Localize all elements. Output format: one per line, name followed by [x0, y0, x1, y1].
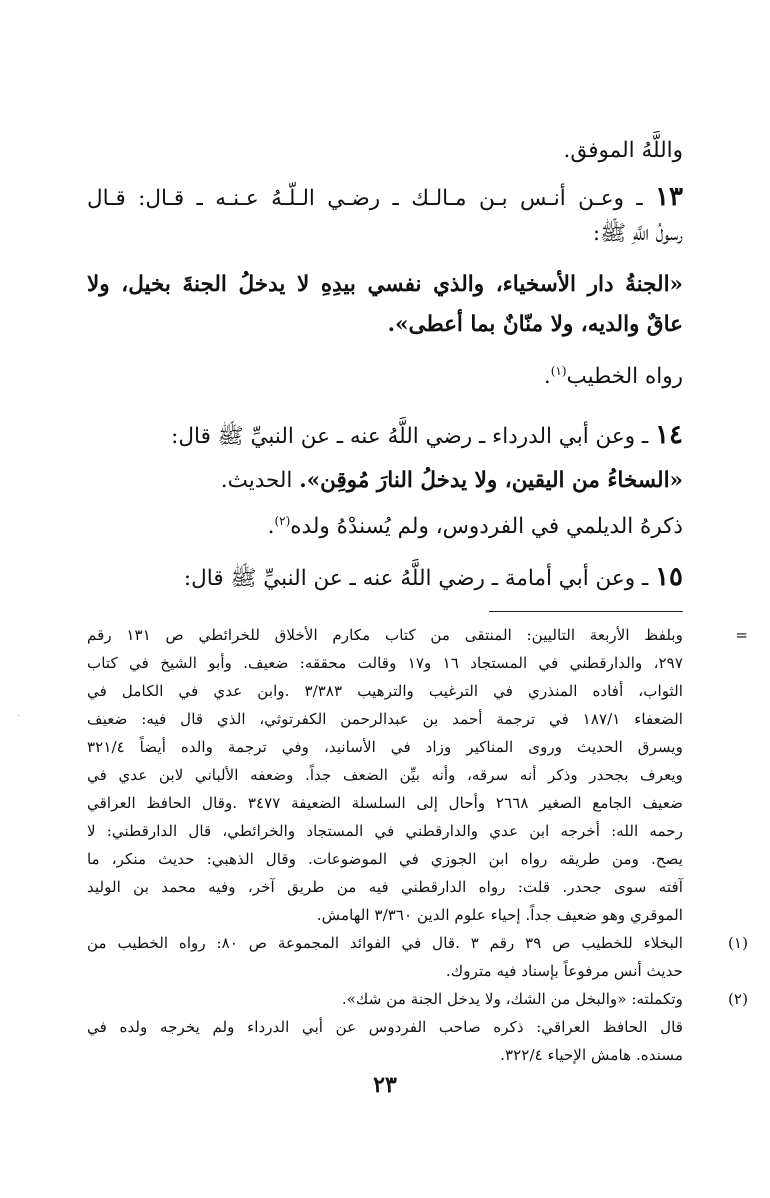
footnote-cont-line: [87, 626, 683, 644]
hadith-13-text-cont: [87, 312, 683, 337]
hadith-13-chain-cont: رسولُ اللَّهِ ﷺ:: [592, 221, 683, 246]
footnote-2-text: مسنده. هامش الإحياء ٣٢٢/٤.: [500, 1046, 683, 1064]
hadith-14-source-end: .: [267, 514, 275, 540]
footnote-cont-text: رحمه الله: أخرجه ابن عدي والدارقطني في المستجاد والخرائطي، قال الدارقطني: لا: [87, 822, 683, 840]
hadith-13-intro-cont: [87, 220, 683, 251]
footnote-separator: [489, 611, 683, 612]
footnote-2-line: [87, 1046, 683, 1064]
closing-phrase: [87, 138, 683, 163]
footnote-2-text: قال الحافظ العراقي: ذكره صاحب الفردوس عن أبي الدرداء ولم يخرجه ولده في: [87, 1018, 683, 1036]
hadith-14-quote: «السخاءُ من اليقين، ولا يدخلُ النارَ مُوقِن».: [299, 468, 683, 493]
footnote-ref-1[interactable]: (١): [550, 364, 567, 378]
hadith-15-chain: ـ وعن أبي أمامة ـ رضي اللَّهُ عنه ـ عن النبيِّ ﷺ قال:: [183, 566, 656, 591]
hadith-13-text-line1: «الجنةُ دار الأسخياء، والذي نفسي بيدِهِ لا يدخلُ الجنةَ بخيل، ولا: [87, 272, 683, 297]
footnote-cont-line: [87, 654, 683, 672]
footnote-cont-line: [87, 710, 683, 728]
footnote-cont-text: وبلفظ الأربعة التاليين: المنتقى من كتاب مكارم الأخلاق للخرائطي ص ١٣١ رقم: [87, 626, 683, 644]
source-end: .: [543, 364, 551, 390]
hadith-14-text: [87, 468, 683, 493]
footnote-1-marker: (١): [727, 934, 748, 952]
footnote-cont-text: ويعرف بجحدر وذكر أنه سرقه، وأنه بيِّن الضعف جداً. وضعفه الألباني لابن عدي في: [87, 766, 683, 784]
hadith-14-number: ١٤: [655, 420, 683, 450]
hadith-13-intro: [87, 182, 683, 212]
footnote-cont-line: [87, 738, 683, 756]
footnote-1-line: [87, 934, 683, 952]
hadith-15-number: ١٥: [655, 562, 683, 592]
closing-phrase-text: واللَّهُ الموفق.: [563, 138, 683, 163]
footnote-cont-text: ويسرق الحديث وروى المناكير وزاد في الأسانيد، وفي ترجمة والده أيضاً ٣٢١/٤: [87, 738, 683, 756]
footnote-cont-text: ٢٩٧، والدارقطني في المستجاد ١٦ و١٧ وقالت محققه: ضعيف. وأبو الشيخ في كتاب: [87, 654, 683, 672]
source-text: رواه الخطيب: [566, 364, 683, 390]
footnote-cont-text: ضعيف الجامع الصغير ٢٦٦٨ وأحال إلى السلسلة الضعيفة ٣٤٧٧ .وقال الحافظ العراقي: [87, 794, 683, 812]
hadith-14-source: [87, 514, 683, 539]
hadith-13-source: [87, 364, 683, 389]
margin-mark: [18, 715, 19, 716]
footnote-cont-line: [87, 766, 683, 784]
footnote-cont-text: آفته سوى جحدر. قلت: رواه الدارقطني فيه من طريق آخر، وفيه محمد بن الوليد: [87, 878, 683, 896]
footnote-cont-line: [87, 682, 683, 700]
footnote-1-text: حديث أنس مرفوعاً بإسناد فيه متروك.: [445, 962, 683, 980]
hadith-15-intro: [87, 562, 683, 596]
footnote-cont-line: [87, 794, 683, 812]
footnote-2-line: [87, 1018, 683, 1036]
footnote-2-marker: (٢): [727, 990, 748, 1008]
hadith-13-text-line2: عاقٌ والديه، ولا منّانٌ بما أعطى».: [387, 312, 683, 337]
footnote-1-text: البخلاء للخطيب ص ٣٩ رقم ٣ .قال في الفوائد المجموعة ص ٨٠: رواه الخطيب من: [87, 934, 684, 952]
footnote-cont-text: الثواب، أفاده المنذري في الترغيب والترهيب ٣/٣٨٣ .وابن عدي في الكامل في: [87, 682, 683, 700]
footnote-2-text: وتكملته: «والبخل من الشك، ولا يدخل الجنة من شك».: [341, 990, 683, 1008]
page-number: ٢٣: [373, 1072, 397, 1098]
footnote-cont-line: [87, 878, 683, 896]
hadith-14-suffix: الحديث.: [220, 468, 300, 493]
footnote-cont-text: الضعفاء ١٨٧/١ في ترجمة أحمد بن عبدالرحمن الكفرتوثي، الذي قال فيه: ضعيف: [87, 710, 683, 728]
hadith-13-chain: ـ وعـن أنـس بـن مـالـك ـ رضـي الـلّـهُ عـنـه ـ قـال: قـال: [87, 186, 656, 211]
footnote-continuation-marker: =: [735, 626, 748, 644]
footnote-cont-line: [87, 906, 683, 924]
hadith-14-intro: [87, 420, 683, 454]
hadith-13-number: ١٣: [655, 182, 683, 212]
footnote-ref-2[interactable]: (٢): [274, 514, 291, 528]
footnote-cont-text: الموقري وهو ضعيف جداً. إحياء علوم الدين ٣/٣٦٠ الهامش.: [316, 906, 683, 924]
footnote-cont-line: [87, 822, 683, 840]
hadith-13-text: [87, 272, 683, 297]
footnote-cont-text: يصح. ومن طريقه رواه ابن الجوزي في الموضوعات. وقال الذهبي: حديث منكر، ما: [87, 850, 683, 868]
footnote-2-line: [87, 990, 683, 1008]
footnote-1-line: [87, 962, 683, 980]
footnote-cont-line: [87, 850, 683, 868]
hadith-14-source-text: ذكرهُ الديلمي في الفردوس، ولم يُسندْهُ ولده: [290, 514, 683, 540]
hadith-14-chain: ـ وعن أبي الدرداء ـ رضي اللَّهُ عنه ـ عن النبيِّ ﷺ قال:: [171, 424, 656, 449]
